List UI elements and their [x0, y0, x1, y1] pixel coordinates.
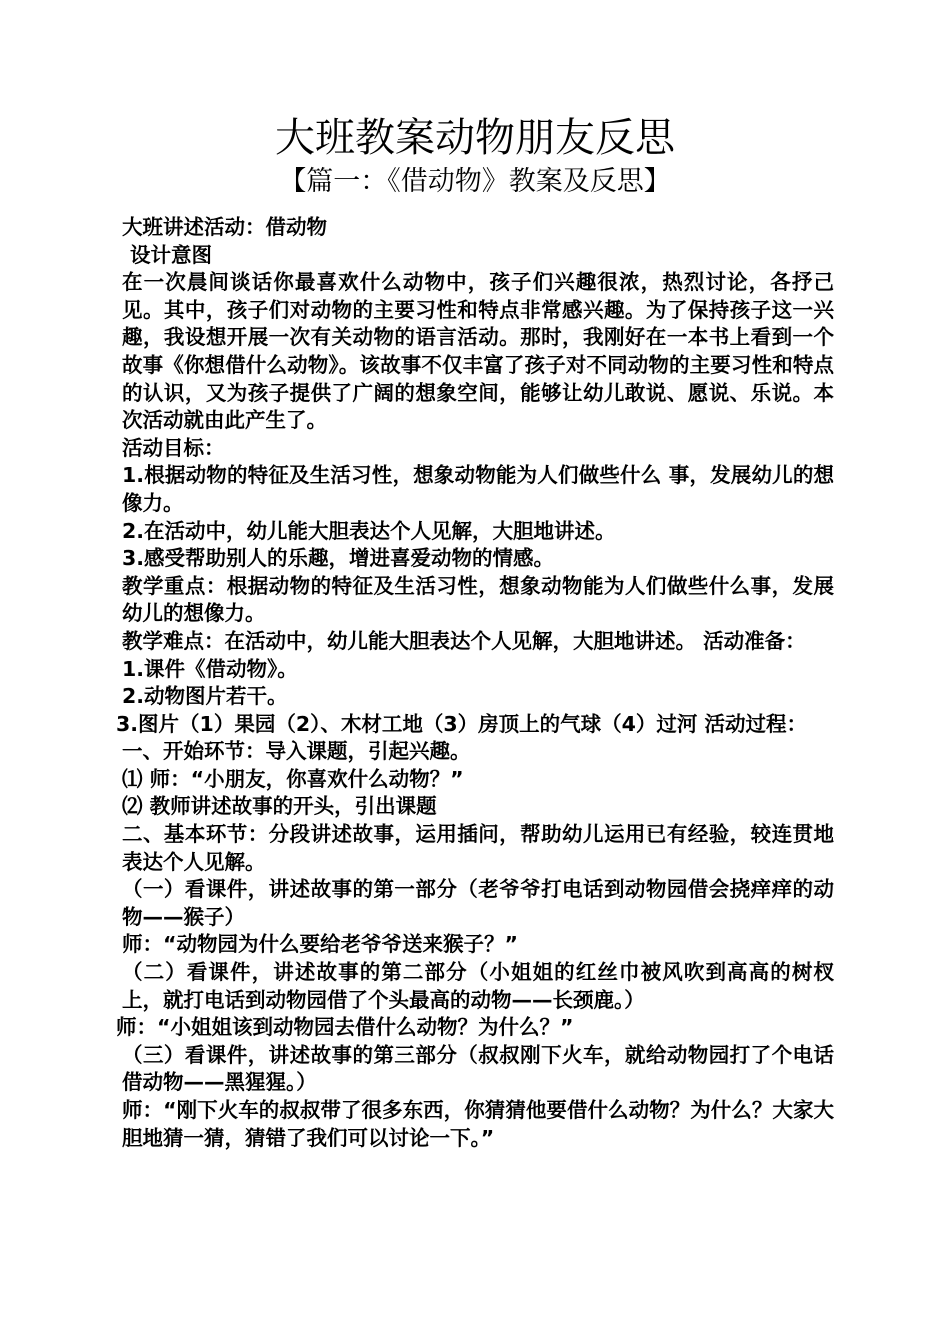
paragraph-prep-3: 3.图片（1）果园（2）、木材工地（3）房顶上的气球（4）过河 活动过程：: [116, 711, 807, 736]
paragraph-question-three: 师：“刚下火车的叔叔带了很多东西，你猜猜他要借什么动物？为什么？大家大胆地猜一猜，猜错了我们可以讨论一下。”: [122, 1098, 834, 1150]
paragraph-part-one: （一）看课件，讲述故事的第一部分（老爷爷打电话到动物园借会挠痒痒的动物——猴子）: [122, 877, 834, 929]
paragraph-step-one-a: ⑴ 师：“小朋友，你喜欢什么动物？”: [122, 766, 464, 791]
paragraph-prep-1: 1.课件《借动物》。: [122, 656, 298, 681]
paragraph-step-one-b: ⑵ 教师讲述故事的开头，引出课题: [122, 794, 437, 819]
paragraph-design-heading: 设计意图: [130, 242, 212, 267]
paragraph-step-two: 二、基本环节：分段讲述故事，运用插问，帮助幼儿运用已有经验，较连贯地表达个人见解。: [122, 822, 834, 874]
paragraph-step-one: 一、开始环节：导入课题，引起兴趣。: [122, 739, 471, 764]
document-subtitle: 【篇一：《借动物》教案及反思】: [279, 166, 671, 197]
paragraph-goal-2: 2.在活动中，幼儿能大胆表达个人见解，大胆地讲述。: [122, 518, 616, 543]
paragraph-goal-3: 3.感受帮助别人的乐趣，增进喜爱动物的情感。: [122, 546, 555, 571]
document-body: [116, 214, 834, 1152]
paragraph-part-three: （三）看课件，讲述故事的第三部分（叔叔刚下火车，就给动物园打了个电话借动物——黑猩猩。）: [122, 1042, 834, 1095]
paragraph-question-two: 师：“小姐姐该到动物园去借什么动物？为什么？”: [116, 1015, 574, 1040]
paragraph-goal-1: 1.根据动物的特征及生活习性，想象动物能为人们做些什么 事，发展幼儿的想像力。: [122, 463, 834, 515]
paragraph-design-intent: 在一次晨间谈话你最喜欢什么动物中，孩子们兴趣很浓，热烈讨论，各抒己见。其中，孩子们对动物的主要习性和特点非常感兴趣。为了保持孩子这一兴趣，我设想开展一次有关动物的语言活动。那时，我刚好在一本书上看到一个故事《你想借什么动物》。该故事不仅丰富了孩子对不同动物的主要习性和特点的认识，又为孩子提供了广阔的想象空间，能够让幼儿敢说、愿说、乐说。本次活动就由此产生了。: [122, 270, 834, 433]
paragraph-part-two: （二）看课件，讲述故事的第二部分（小姐姐的红丝巾被风吹到高高的树杈上，就打电话到动物园借了个头最高的动物——长颈鹿。）: [122, 960, 834, 1012]
paragraph-difficulty: 教学难点：在活动中，幼儿能大胆表达个人见解，大胆地讲述。 活动准备：: [122, 628, 806, 653]
paragraph-question-one: 师：“动物园为什么要给老爷爷送来猴子？”: [122, 932, 518, 957]
paragraph-goals-heading: 活动目标：: [122, 435, 225, 460]
paragraph-prep-2: 2.动物图片若干。: [122, 684, 288, 709]
paragraph-key-point: 教学重点：根据动物的特征及生活习性，想象动物能为人们做些什么事，发展幼儿的想像力。: [122, 573, 834, 626]
document-title: 大班教案动物朋友反思: [275, 115, 675, 161]
paragraph-activity-name: 大班讲述活动：借动物: [122, 215, 327, 239]
